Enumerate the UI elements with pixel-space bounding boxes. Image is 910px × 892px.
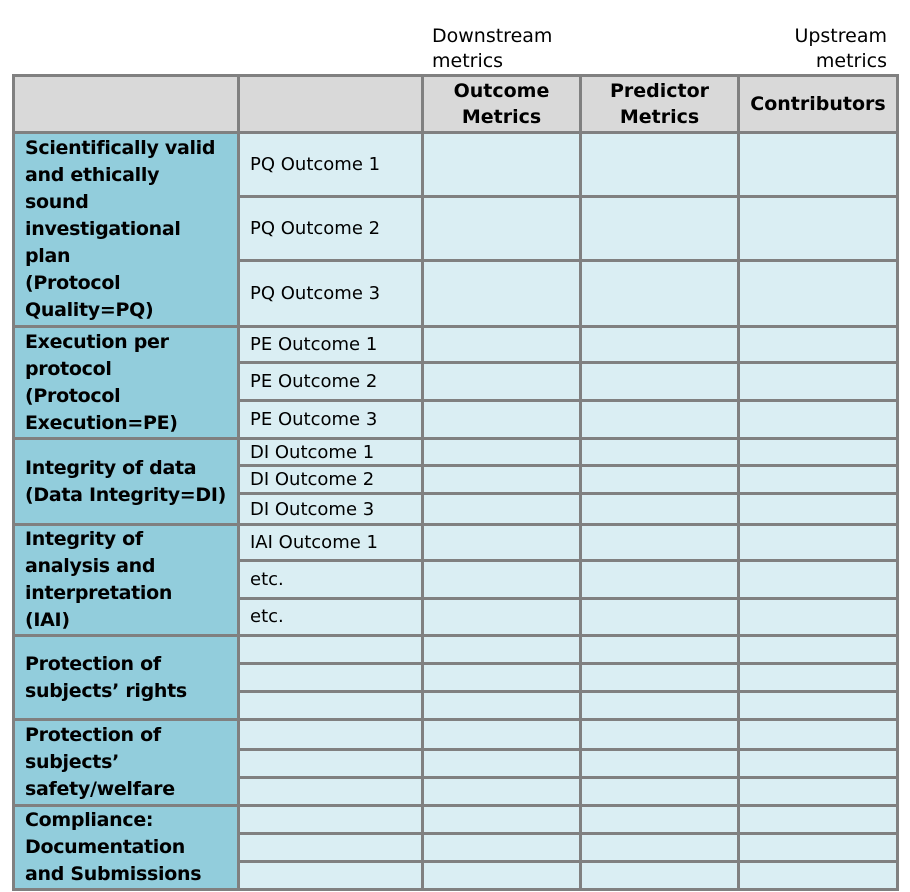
outcome-name-cell[interactable] <box>239 862 423 890</box>
category-label-line: (Protocol <box>25 272 121 294</box>
category-label-line: subjects’ rights <box>25 679 187 702</box>
category-label-line: and Submissions <box>25 863 202 885</box>
contributors-cell[interactable] <box>739 720 898 750</box>
contributors-cell[interactable] <box>739 363 898 401</box>
outcome-metrics-cell[interactable] <box>423 720 581 750</box>
header-row <box>14 76 898 133</box>
predictor-metrics-cell[interactable] <box>581 261 739 327</box>
header-outcome-metrics <box>423 76 581 133</box>
header-predictor-line1: Predictor <box>609 80 710 102</box>
category-label-line: Execution per <box>25 330 169 353</box>
category-label-line: interpretation <box>25 582 173 604</box>
outcome-name-cell[interactable] <box>239 806 423 834</box>
outcome-name-cell[interactable]: PE Outcome 2 <box>239 363 423 401</box>
outcome-metrics-cell[interactable] <box>423 197 581 261</box>
predictor-metrics-cell[interactable] <box>581 778 739 806</box>
outcome-name-cell[interactable] <box>239 692 423 720</box>
outcome-name-cell[interactable]: DI Outcome 3 <box>239 494 423 525</box>
outcome-name-cell[interactable]: DI Outcome 1 <box>239 439 423 466</box>
outcome-name-cell[interactable]: DI Outcome 2 <box>239 466 423 494</box>
predictor-metrics-cell[interactable] <box>581 664 739 692</box>
predictor-metrics-cell[interactable] <box>581 439 739 466</box>
category-label-line: Protection of <box>25 724 161 746</box>
outcome-metrics-cell[interactable] <box>423 692 581 720</box>
category-cell <box>14 133 239 327</box>
table-row <box>14 720 898 750</box>
outcome-metrics-cell[interactable] <box>423 664 581 692</box>
header-contributors: Contributors <box>739 76 898 133</box>
outcome-name-cell[interactable]: IAI Outcome 1 <box>239 525 423 561</box>
outcome-name-cell[interactable] <box>239 720 423 750</box>
contributors-cell[interactable] <box>739 664 898 692</box>
header-outcome-line2: Metrics <box>461 106 542 128</box>
header-category <box>14 76 239 133</box>
contributors-cell[interactable] <box>739 750 898 778</box>
table-row <box>14 636 898 664</box>
contributors-cell[interactable] <box>739 636 898 664</box>
contributors-cell[interactable] <box>739 466 898 494</box>
metrics-table <box>12 74 899 891</box>
contributors-cell[interactable] <box>739 133 898 197</box>
category-label-line: protocol <box>25 357 112 380</box>
contributors-cell[interactable] <box>739 834 898 862</box>
header-predictor-metrics <box>581 76 739 133</box>
category-label-line: Quality=PQ) <box>25 299 154 321</box>
header-outcome-line1: Outcome <box>453 80 550 102</box>
category-label-line: (IAI) <box>25 609 70 631</box>
outcome-metrics-cell[interactable] <box>423 439 581 466</box>
category-label-line: subjects’ <box>25 751 120 773</box>
outcome-metrics-cell[interactable] <box>423 598 581 635</box>
contributors-cell[interactable] <box>739 494 898 525</box>
category-label-line: analysis and <box>25 555 156 577</box>
downstream-label-line1: Downstream <box>432 25 553 47</box>
category-label-line: safety/welfare <box>25 778 175 800</box>
outcome-metrics-cell[interactable] <box>423 261 581 327</box>
upstream-label-line1: Upstream <box>794 25 887 47</box>
outcome-name-cell[interactable] <box>239 750 423 778</box>
table-row <box>14 806 898 834</box>
category-cell <box>14 806 239 890</box>
outcome-name-cell[interactable]: PE Outcome 3 <box>239 401 423 439</box>
contributors-cell[interactable] <box>739 598 898 635</box>
contributors-cell[interactable] <box>739 778 898 806</box>
category-cell <box>14 720 239 806</box>
contributors-cell[interactable] <box>739 401 898 439</box>
upstream-label-line2: metrics <box>815 50 887 72</box>
category-label-line: Scientifically valid <box>25 137 216 159</box>
contributors-cell[interactable] <box>739 327 898 363</box>
outcome-metrics-cell[interactable] <box>423 525 581 561</box>
category-label-line: and ethically <box>25 164 160 186</box>
category-label-line: sound <box>25 191 89 213</box>
predictor-metrics-cell[interactable] <box>581 494 739 525</box>
predictor-metrics-cell[interactable] <box>581 862 739 890</box>
predictor-metrics-cell[interactable] <box>581 197 739 261</box>
category-label-line: Protection of <box>25 652 161 675</box>
upstream-metrics-label <box>737 24 887 74</box>
category-label-line: investigational <box>25 218 181 240</box>
outcome-name-cell[interactable]: etc. <box>239 598 423 635</box>
outcome-metrics-cell[interactable] <box>423 636 581 664</box>
outcome-name-cell[interactable]: PQ Outcome 3 <box>239 261 423 327</box>
category-label-line: Execution=PE) <box>25 411 178 434</box>
outcome-metrics-cell[interactable] <box>423 834 581 862</box>
outcome-name-cell[interactable]: PQ Outcome 1 <box>239 133 423 197</box>
outcome-metrics-cell[interactable] <box>423 750 581 778</box>
table-row <box>14 525 898 561</box>
outcome-name-cell[interactable] <box>239 636 423 664</box>
predictor-metrics-cell[interactable] <box>581 133 739 197</box>
header-outcome-name <box>239 76 423 133</box>
predictor-metrics-cell[interactable] <box>581 525 739 561</box>
outcome-name-cell[interactable] <box>239 664 423 692</box>
category-label-line: Compliance: <box>25 809 154 831</box>
outcome-name-cell[interactable]: PE Outcome 1 <box>239 327 423 363</box>
category-cell <box>14 636 239 720</box>
outcome-name-cell[interactable] <box>239 778 423 806</box>
header-predictor-line2: Metrics <box>619 106 700 128</box>
contributors-cell[interactable] <box>739 806 898 834</box>
predictor-metrics-cell[interactable] <box>581 750 739 778</box>
outcome-metrics-cell[interactable] <box>423 494 581 525</box>
contributors-cell[interactable] <box>739 197 898 261</box>
outcome-metrics-cell[interactable] <box>423 806 581 834</box>
predictor-metrics-cell[interactable] <box>581 327 739 363</box>
table-row <box>14 439 898 466</box>
category-label-line: Integrity of <box>25 528 143 550</box>
contributors-cell[interactable] <box>739 439 898 466</box>
contributors-cell[interactable] <box>739 261 898 327</box>
downstream-metrics-label <box>432 24 552 74</box>
predictor-metrics-cell[interactable] <box>581 636 739 664</box>
outcome-metrics-cell[interactable] <box>423 561 581 598</box>
outcome-metrics-cell[interactable] <box>423 327 581 363</box>
category-cell <box>14 525 239 636</box>
category-cell <box>14 327 239 439</box>
table-row <box>14 133 898 197</box>
contributors-cell[interactable] <box>739 862 898 890</box>
category-label-line: (Protocol <box>25 384 121 407</box>
contributors-cell[interactable] <box>739 692 898 720</box>
category-label-line: Documentation <box>25 836 186 858</box>
predictor-metrics-cell[interactable] <box>581 834 739 862</box>
predictor-metrics-cell[interactable] <box>581 806 739 834</box>
contributors-cell[interactable] <box>739 561 898 598</box>
predictor-metrics-cell[interactable] <box>581 692 739 720</box>
outcome-metrics-cell[interactable] <box>423 466 581 494</box>
outcome-metrics-cell[interactable] <box>423 401 581 439</box>
category-label-line: plan <box>25 245 71 267</box>
predictor-metrics-cell[interactable] <box>581 720 739 750</box>
outcome-name-cell[interactable] <box>239 834 423 862</box>
category-label-line: (Data Integrity=DI) <box>25 483 227 506</box>
table-row <box>14 327 898 363</box>
outcome-metrics-cell[interactable] <box>423 133 581 197</box>
outcome-metrics-cell[interactable] <box>423 363 581 401</box>
outcome-name-cell[interactable]: etc. <box>239 561 423 598</box>
outcome-metrics-cell[interactable] <box>423 778 581 806</box>
predictor-metrics-cell[interactable] <box>581 401 739 439</box>
predictor-metrics-cell[interactable] <box>581 561 739 598</box>
predictor-metrics-cell[interactable] <box>581 466 739 494</box>
predictor-metrics-cell[interactable] <box>581 598 739 635</box>
outcome-name-cell[interactable]: PQ Outcome 2 <box>239 197 423 261</box>
predictor-metrics-cell[interactable] <box>581 363 739 401</box>
downstream-label-line2: metrics <box>432 50 504 72</box>
contributors-cell[interactable] <box>739 525 898 561</box>
category-label-line: Integrity of data <box>25 456 197 479</box>
category-cell <box>14 439 239 525</box>
outcome-metrics-cell[interactable] <box>423 862 581 890</box>
